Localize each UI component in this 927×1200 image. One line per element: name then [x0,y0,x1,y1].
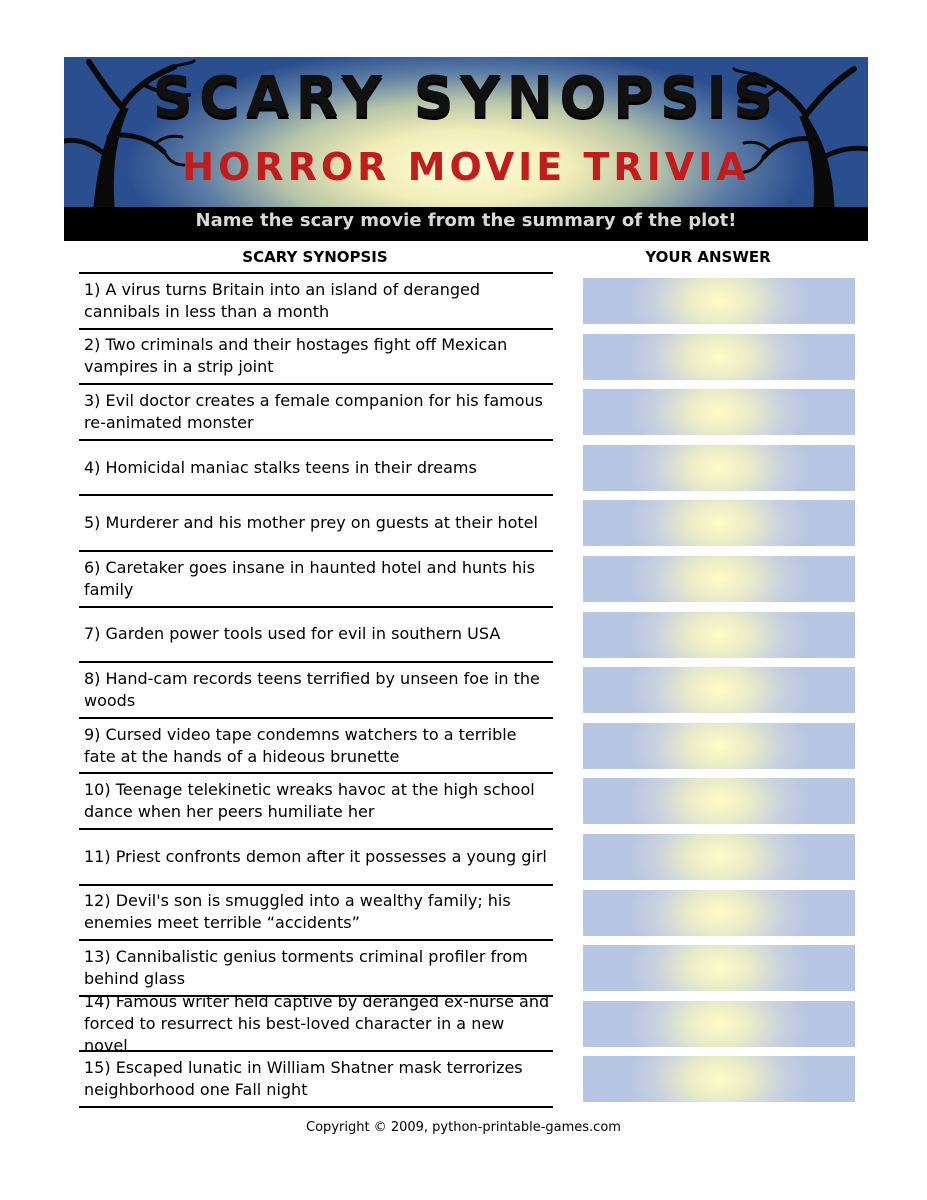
question-list [79,272,553,1108]
question-text: 5) Murderer and his mother prey on guests at their hotel [84,513,538,533]
question-row [79,328,553,384]
answer-field[interactable] [583,890,855,936]
answer-field[interactable] [583,1001,855,1047]
question-row [79,828,553,884]
question-text: 7) Garden power tools used for evil in southern USA [84,624,501,644]
column-header-synopsis: SCARY SYNOPSIS [242,248,388,266]
question-row [79,772,553,828]
answer-field[interactable] [583,667,855,713]
banner-art [64,57,868,207]
answer-field[interactable] [583,500,855,546]
answer-list [583,278,855,1112]
question-row [79,717,553,773]
question-row [79,991,553,1055]
column-header-answer: YOUR ANSWER [645,248,771,266]
answer-field[interactable] [583,723,855,769]
page-title: SCARY SYNOPSIS [152,65,780,130]
question-text: 13) Cannibalistic genius torments criminal profiler from behind glass [84,946,528,988]
question-text: 14) Famous writer held captive by deranged ex-nurse and forced to resurrect his best-loved character in a new novel [84,991,550,1055]
question-text: 11) Priest confronts demon after it possesses a young girl [84,846,547,866]
question-text: 4) Homicidal maniac stalks teens in their dreams [84,457,477,477]
answer-field[interactable] [583,389,855,435]
question-text: 1) A virus turns Britain into an island of deranged cannibals in less than a month [84,279,480,321]
copyright-footer: Copyright © 2009, python-printable-games.com [306,1120,621,1135]
question-row [79,606,553,662]
question-row [79,272,553,328]
question-row [79,494,553,550]
question-text: 10) Teenage telekinetic wreaks havoc at the high school dance when her peers humiliate her [84,780,535,822]
page-subtitle: HORROR MOVIE TRIVIA [182,145,750,189]
answer-field[interactable] [583,612,855,658]
question-row [79,550,553,606]
question-row [79,884,553,940]
question-row [79,439,553,495]
header-banner [64,57,868,241]
answer-field[interactable] [583,834,855,880]
question-row [79,1050,553,1108]
answer-field[interactable] [583,278,855,324]
question-row [79,661,553,717]
question-text: 3) Evil doctor creates a female companion for his famous re-animated monster [84,390,543,432]
answer-field[interactable] [583,1056,855,1102]
question-row [79,383,553,439]
question-row [79,939,553,995]
answer-field[interactable] [583,945,855,991]
answer-field[interactable] [583,334,855,380]
question-text: 9) Cursed video tape condemns watchers to a terrible fate at the hands of a hideous brunette [84,724,517,766]
question-text: 15) Escaped lunatic in William Shatner mask terrorizes neighborhood one Fall night [84,1058,523,1100]
answer-field[interactable] [583,556,855,602]
answer-field[interactable] [583,778,855,824]
question-text: 2) Two criminals and their hostages fight off Mexican vampires in a strip joint [84,335,508,377]
tagline: Name the scary movie from the summary of the plot! [195,210,737,231]
question-text: 8) Hand-cam records teens terrified by unseen foe in the woods [84,668,540,710]
answer-field[interactable] [583,445,855,491]
question-text: 6) Caretaker goes insane in haunted hotel and hunts his family [84,557,535,599]
question-text: 12) Devil's son is smuggled into a wealthy family; his enemies meet terrible “accidents” [84,891,511,933]
